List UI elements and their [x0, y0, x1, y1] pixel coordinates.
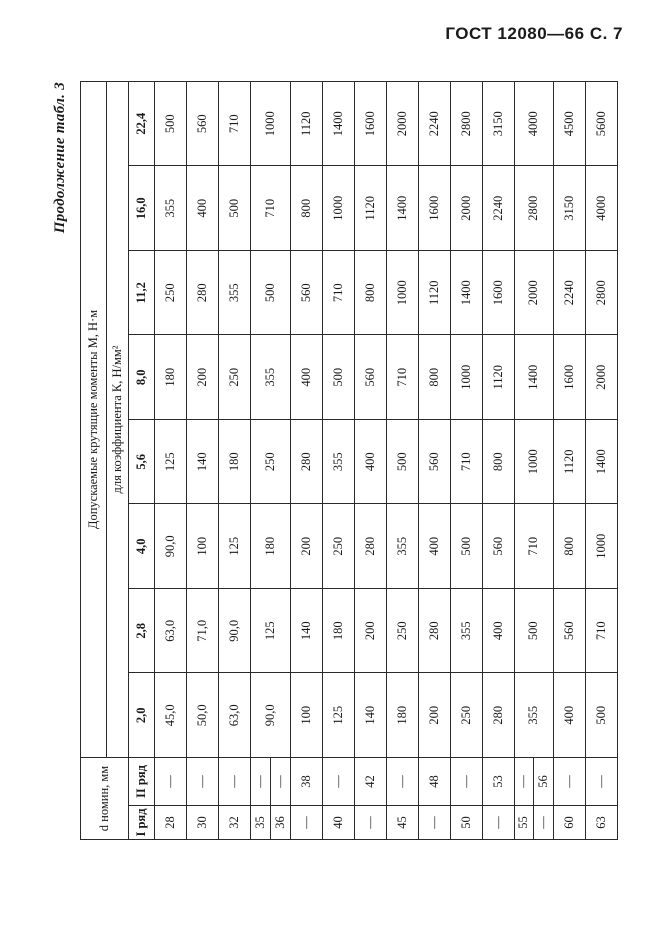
- torque-value: 90,0: [155, 504, 187, 589]
- torque-value: 125: [155, 420, 187, 505]
- k-value: 4,0: [129, 504, 155, 589]
- torque-value: 1000: [322, 166, 354, 251]
- torque-value: 1400: [322, 81, 354, 166]
- torque-value: 63,0: [155, 589, 187, 674]
- coef-header: для коэффициента К, Н/мм²: [107, 81, 129, 757]
- torque-value: 280: [354, 504, 386, 589]
- row1-diameter: —: [482, 806, 514, 840]
- row1-diameter: 63: [586, 806, 618, 840]
- torque-value: 1120: [290, 81, 322, 166]
- torque-value: 45,0: [155, 673, 187, 758]
- table-row: [290, 81, 322, 839]
- torque-value: 180: [251, 504, 291, 589]
- torque-value: 250: [155, 251, 187, 336]
- row2-label: II ряд: [129, 758, 155, 806]
- row2-diameter: 38: [290, 758, 322, 806]
- torque-value: 355: [514, 673, 554, 758]
- torque-value: 2800: [586, 251, 618, 336]
- row1-diameter: 60: [554, 806, 586, 840]
- row1-diameter: 35: [251, 806, 271, 840]
- torque-value: 63,0: [219, 673, 251, 758]
- table-row: [155, 81, 187, 839]
- torque-value: 355: [386, 504, 418, 589]
- torque-value: 355: [251, 335, 291, 420]
- torque-value: 1600: [482, 251, 514, 336]
- row1-diameter: —: [354, 806, 386, 840]
- torque-value: 560: [418, 420, 450, 505]
- row1-diameter: 45: [386, 806, 418, 840]
- row2-diameter: —: [554, 758, 586, 806]
- torque-value: 90,0: [219, 589, 251, 674]
- torque-value: 250: [322, 504, 354, 589]
- k-value: 2,0: [129, 673, 155, 758]
- row1-diameter: —: [418, 806, 450, 840]
- torque-value: 400: [187, 166, 219, 251]
- torque-value: 500: [322, 335, 354, 420]
- torque-value: 355: [219, 251, 251, 336]
- torque-value: 250: [386, 589, 418, 674]
- row2-diameter: 42: [354, 758, 386, 806]
- row2-diameter: —: [322, 758, 354, 806]
- torque-value: 400: [418, 504, 450, 589]
- torque-header: Допускаемые крутящие моменты М, Н·м: [81, 81, 107, 757]
- row2-diameter: —: [187, 758, 219, 806]
- torque-value: 1400: [386, 166, 418, 251]
- torque-value: 500: [155, 81, 187, 166]
- torque-value: 560: [187, 81, 219, 166]
- torque-value: 710: [322, 251, 354, 336]
- torque-value: 1000: [251, 81, 291, 166]
- row2-diameter: —: [514, 758, 534, 806]
- table-row: [219, 81, 251, 839]
- row1-diameter: 36: [270, 806, 290, 840]
- torque-value: 710: [386, 335, 418, 420]
- torque-value: 200: [290, 504, 322, 589]
- row2-diameter: 53: [482, 758, 514, 806]
- row2-diameter: —: [450, 758, 482, 806]
- torque-value: 2240: [554, 251, 586, 336]
- torque-value: 355: [450, 589, 482, 674]
- torque-value: 710: [514, 504, 554, 589]
- torque-value: 710: [251, 166, 291, 251]
- row2-diameter: —: [270, 758, 290, 806]
- torque-value: 500: [386, 420, 418, 505]
- rotated-table-block: [52, 82, 607, 840]
- row1-diameter: 50: [450, 806, 482, 840]
- torque-value: 800: [418, 335, 450, 420]
- torque-value: 800: [290, 166, 322, 251]
- torque-value: 710: [219, 81, 251, 166]
- table-row: [251, 81, 271, 839]
- torque-value: 180: [386, 673, 418, 758]
- torque-value: 560: [482, 504, 514, 589]
- torque-value: 250: [450, 673, 482, 758]
- torque-value: 710: [450, 420, 482, 505]
- torque-value: 250: [219, 335, 251, 420]
- torque-value: 355: [322, 420, 354, 505]
- table-row: [554, 81, 586, 839]
- torque-value: 800: [482, 420, 514, 505]
- torque-value: 125: [322, 673, 354, 758]
- torque-value: 280: [187, 251, 219, 336]
- torque-value: 90,0: [251, 673, 291, 758]
- table-row: [418, 81, 450, 839]
- row2-diameter: —: [251, 758, 271, 806]
- row1-diameter: 32: [219, 806, 251, 840]
- torque-value: 1600: [554, 335, 586, 420]
- torque-value: 2000: [386, 81, 418, 166]
- table-row: [586, 81, 618, 839]
- torque-value: 100: [187, 504, 219, 589]
- row1-diameter: 40: [322, 806, 354, 840]
- k-value: 5,6: [129, 420, 155, 505]
- k-value: 16,0: [129, 166, 155, 251]
- row1-diameter: —: [290, 806, 322, 840]
- torque-value: 400: [354, 420, 386, 505]
- torque-value: 400: [554, 673, 586, 758]
- row2-diameter: 48: [418, 758, 450, 806]
- torque-value: 2800: [450, 81, 482, 166]
- torque-value: 180: [155, 335, 187, 420]
- torque-value: 140: [187, 420, 219, 505]
- torque-value: 500: [219, 166, 251, 251]
- row1-label: I ряд: [129, 806, 155, 840]
- diameter-header: d номин, мм: [81, 758, 129, 840]
- torque-value: 180: [219, 420, 251, 505]
- torque-value: 280: [418, 589, 450, 674]
- torque-value: 100: [290, 673, 322, 758]
- row2-diameter: —: [155, 758, 187, 806]
- torque-value: 1400: [450, 251, 482, 336]
- row2-diameter: —: [219, 758, 251, 806]
- torque-value: 2000: [450, 166, 482, 251]
- torque-value: 800: [554, 504, 586, 589]
- torque-value: 1000: [514, 420, 554, 505]
- torque-value: 560: [554, 589, 586, 674]
- torque-value: 280: [482, 673, 514, 758]
- table-row: [514, 81, 534, 839]
- table-row: [482, 81, 514, 839]
- row1-diameter: 28: [155, 806, 187, 840]
- torque-value: 2240: [418, 81, 450, 166]
- torque-value: 500: [251, 251, 291, 336]
- torque-value: 180: [322, 589, 354, 674]
- torque-value: 140: [290, 589, 322, 674]
- torque-value: 500: [586, 673, 618, 758]
- torque-value: 1000: [586, 504, 618, 589]
- table-caption: Продолжение табл. 3: [52, 82, 68, 234]
- row2-diameter: —: [386, 758, 418, 806]
- torque-value: 3150: [554, 166, 586, 251]
- row2-diameter: 56: [534, 758, 554, 806]
- torque-value: 1600: [418, 166, 450, 251]
- torque-value: 71,0: [187, 589, 219, 674]
- torque-value: 2000: [514, 251, 554, 336]
- k-value: 11,2: [129, 251, 155, 336]
- torque-value: 1120: [482, 335, 514, 420]
- torque-value: 200: [418, 673, 450, 758]
- torque-value: 355: [155, 166, 187, 251]
- torque-value: 4000: [586, 166, 618, 251]
- torque-value: 560: [354, 335, 386, 420]
- torque-value: 500: [450, 504, 482, 589]
- row2-diameter: —: [586, 758, 618, 806]
- torque-value: 710: [586, 589, 618, 674]
- torque-value: 125: [251, 589, 291, 674]
- torque-value: 5600: [586, 81, 618, 166]
- torque-value: 200: [187, 335, 219, 420]
- table-row: [386, 81, 418, 839]
- torque-value: 280: [290, 420, 322, 505]
- torque-value: 1000: [450, 335, 482, 420]
- torque-value: 400: [290, 335, 322, 420]
- table-row: [354, 81, 386, 839]
- torque-value: 1400: [514, 335, 554, 420]
- row1-diameter: 30: [187, 806, 219, 840]
- torque-value: 2800: [514, 166, 554, 251]
- torque-value: 500: [514, 589, 554, 674]
- torque-value: 560: [290, 251, 322, 336]
- torque-value: 3150: [482, 81, 514, 166]
- row1-diameter: —: [534, 806, 554, 840]
- torque-value: 800: [354, 251, 386, 336]
- torque-value: 140: [354, 673, 386, 758]
- torque-value: 1000: [386, 251, 418, 336]
- table-row: [322, 81, 354, 839]
- torque-value: 1120: [554, 420, 586, 505]
- k-value: 22,4: [129, 81, 155, 166]
- torque-value: 4000: [514, 81, 554, 166]
- k-value: 8,0: [129, 335, 155, 420]
- torque-value: 1120: [354, 166, 386, 251]
- torque-value: 200: [354, 589, 386, 674]
- row1-diameter: 55: [514, 806, 534, 840]
- torque-value: 1400: [586, 420, 618, 505]
- torque-value: 125: [219, 504, 251, 589]
- table-row: [187, 81, 219, 839]
- torque-value: 2000: [586, 335, 618, 420]
- torque-value: 4500: [554, 81, 586, 166]
- torque-table: [80, 81, 618, 840]
- torque-value: 50,0: [187, 673, 219, 758]
- torque-value: 400: [482, 589, 514, 674]
- page-header: ГОСТ 12080—66 С. 7: [445, 24, 623, 43]
- k-value: 2,8: [129, 589, 155, 674]
- table-row: [450, 81, 482, 839]
- torque-value: 1600: [354, 81, 386, 166]
- torque-value: 2240: [482, 166, 514, 251]
- torque-value: 1120: [418, 251, 450, 336]
- torque-value: 250: [251, 420, 291, 505]
